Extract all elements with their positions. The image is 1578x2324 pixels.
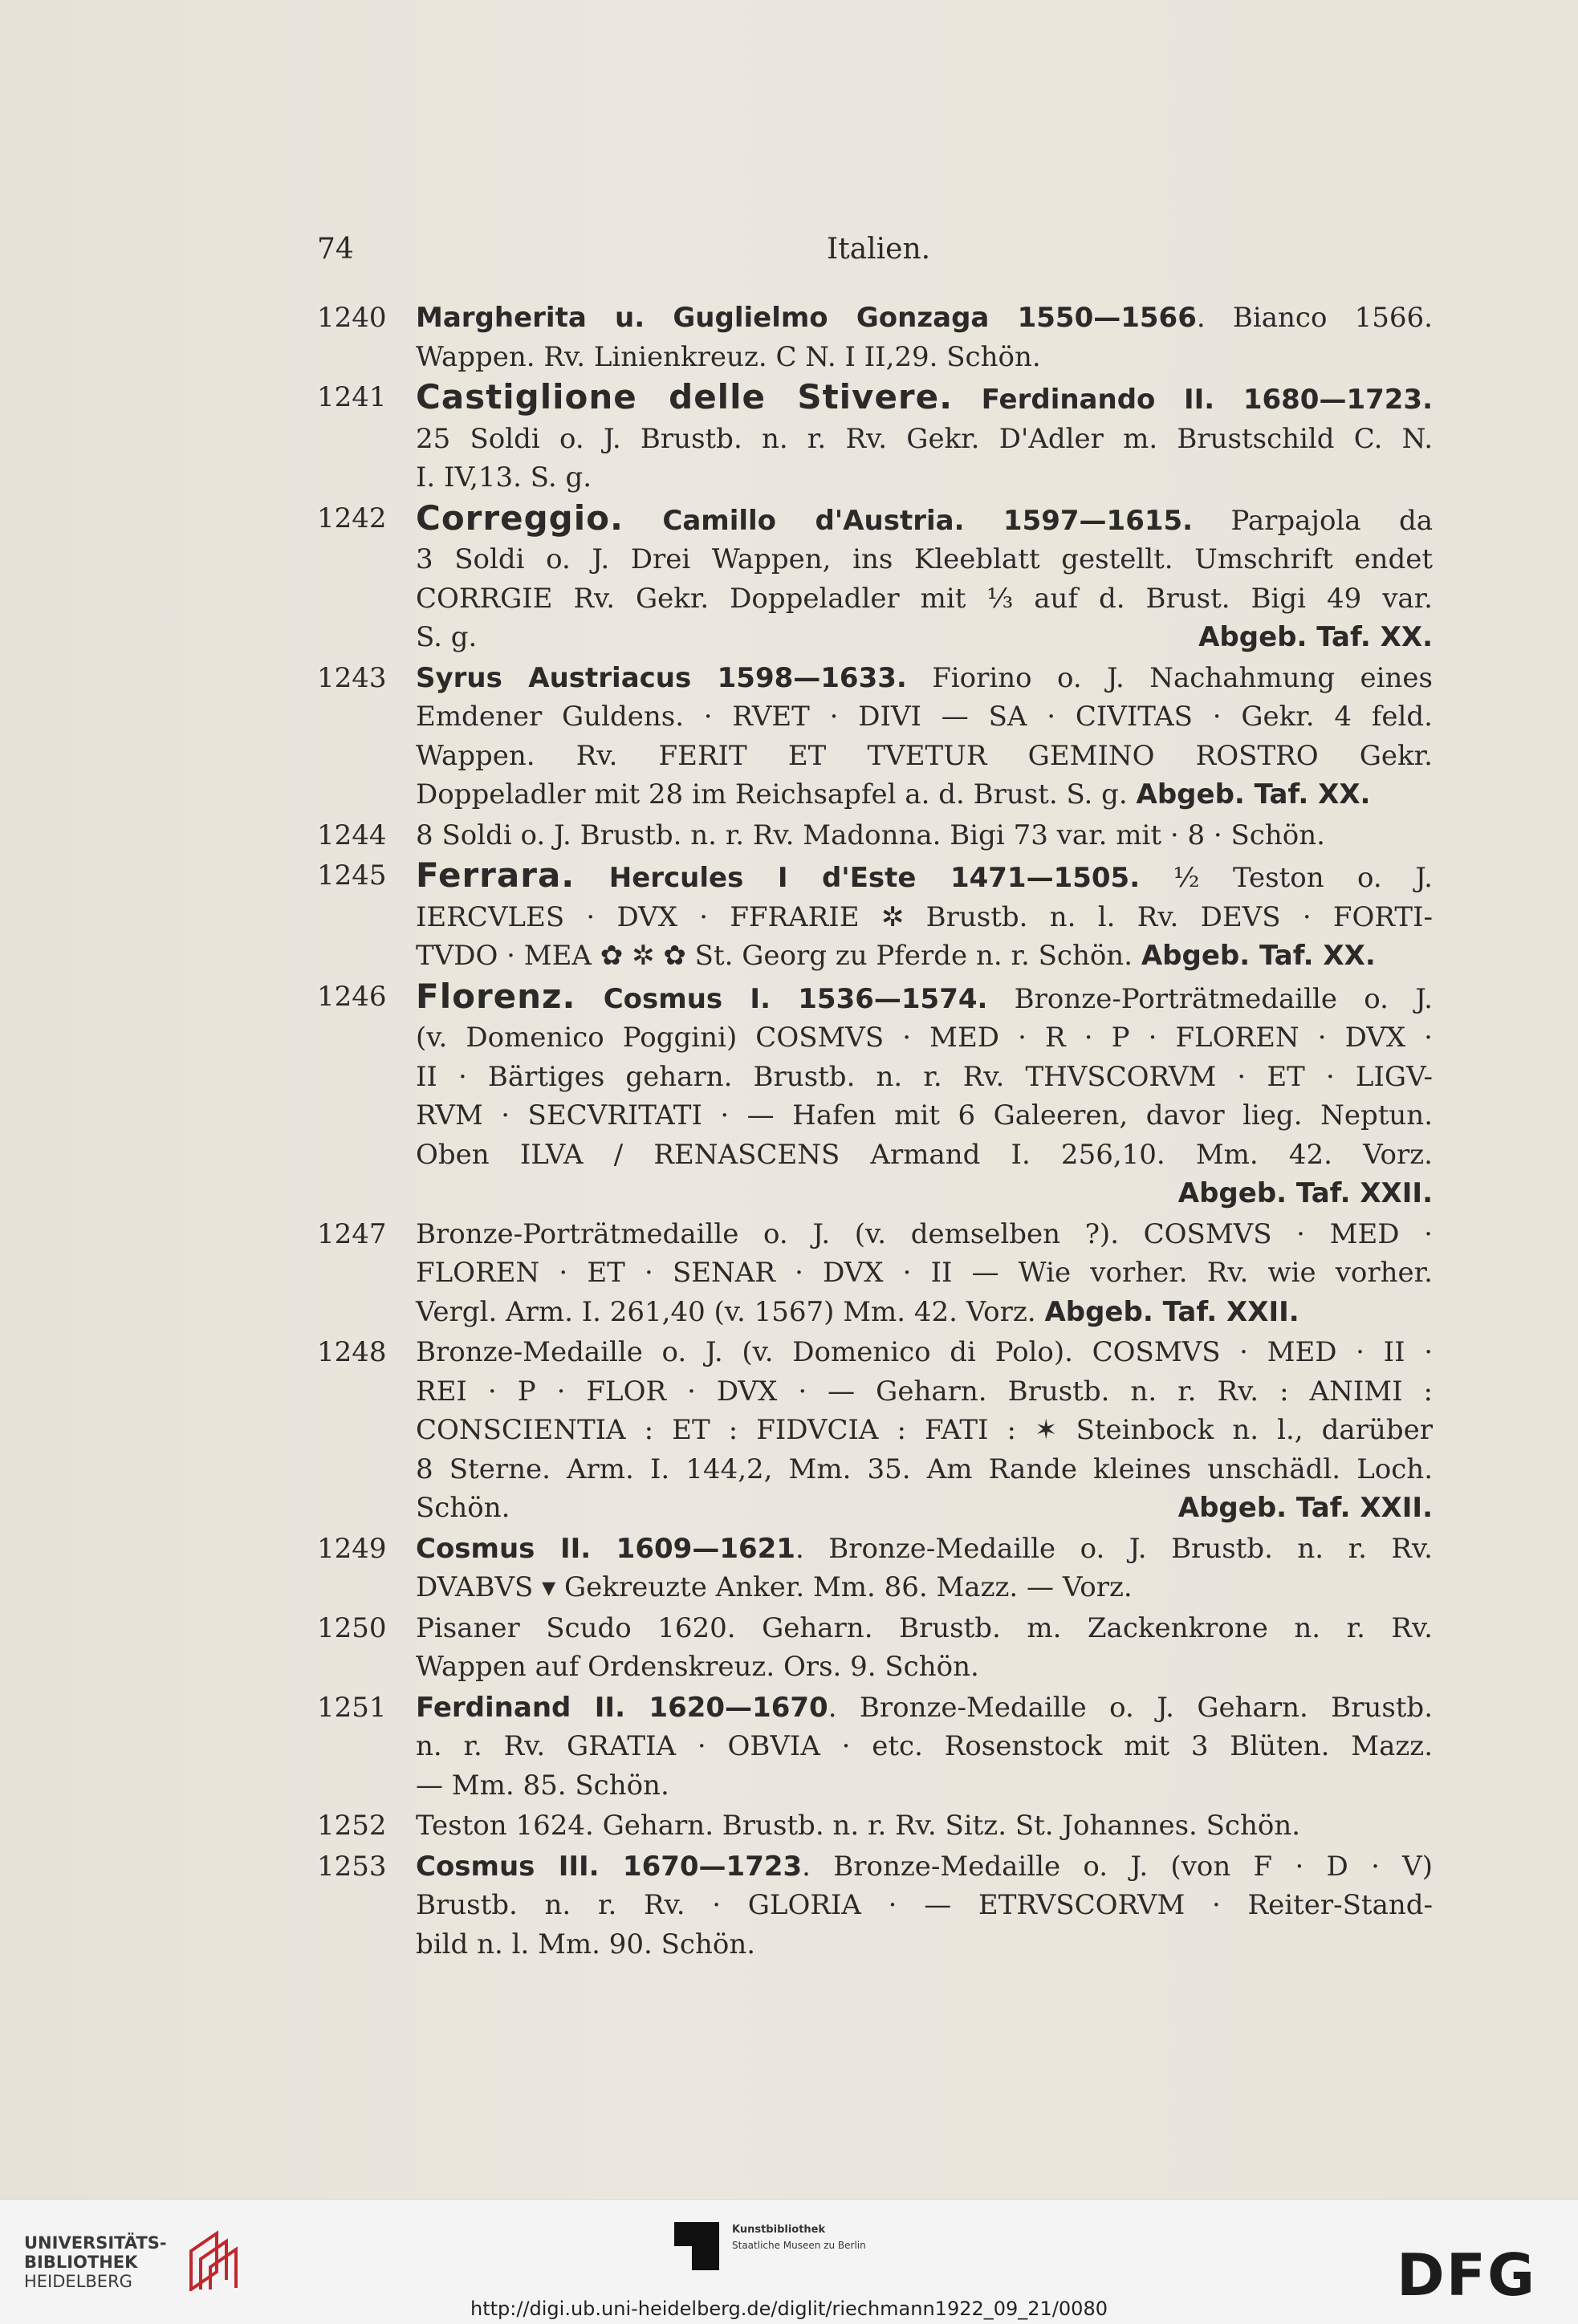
entry-line	[416, 420, 1433, 459]
text-segment: Brustb. n. r. Rv. · GLORIA · — ETRVSCORVM · Reiter-Stand-	[416, 1889, 1433, 1921]
kunstbibliothek-subtitle: Staatliche Museen zu Berlin	[732, 2240, 866, 2251]
text-segment: CONSCIENTIA : ET : FIDVCIA : FATI : ✶ Steinbock n. l., darüber	[416, 1414, 1433, 1446]
bold-segment: Abgeb. Taf. XX.	[1136, 778, 1371, 811]
entry-line	[416, 1648, 1433, 1687]
entry-line	[416, 1766, 1433, 1806]
lot-number: 1253	[317, 1850, 387, 1883]
bold-segment: Syrus Austriacus 1598—1633.	[416, 661, 907, 694]
entry-line	[416, 1489, 1433, 1528]
lot-number: 1245	[317, 859, 387, 892]
bold-segment: Cosmus I. 1536—1574.	[575, 982, 988, 1015]
text-segment: Bronze-Medaille o. J. (v. Domenico di Polo). COSMVS · MED · II ·	[416, 1336, 1433, 1368]
kunstbibliothek-mark-icon	[674, 2222, 719, 2270]
place-heading: Correggio.	[416, 498, 624, 538]
entry-line	[416, 1688, 1433, 1728]
text-segment: Schön.	[416, 1492, 510, 1524]
text-segment: I. IV,13. S. g.	[416, 461, 592, 494]
entry-line	[416, 977, 1433, 1019]
catalogue-entry	[317, 499, 1433, 657]
bold-segment: Margherita u. Guglielmo Gonzaga 1550—1566	[416, 302, 1197, 334]
ub-logo-line2: BIBLIOTHEK	[24, 2253, 138, 2272]
entry-line	[416, 1411, 1433, 1450]
ub-heidelberg-logo[interactable]	[24, 2233, 249, 2306]
lot-number: 1248	[317, 1336, 387, 1368]
bold-segment: Ferdinando II. 1680—1723.	[953, 384, 1433, 416]
bold-segment: Abgeb. Taf. XX.	[1141, 940, 1376, 972]
kunstbibliothek-name: Kunstbibliothek	[732, 2224, 826, 2236]
entry-line	[416, 499, 1433, 541]
entry-line	[416, 579, 1433, 619]
catalogue-entry	[317, 299, 1433, 376]
entry-line	[416, 1727, 1433, 1766]
catalogue-entries	[317, 299, 1433, 1965]
catalogue-entry	[317, 977, 1433, 1213]
entry-line	[416, 898, 1433, 937]
bold-segment: Hercules I d'Este 1471—1505.	[575, 862, 1141, 894]
bold-segment: Abgeb. Taf. XXII.	[1177, 1177, 1433, 1209]
source-url-link[interactable]: http://digi.ub.uni-heidelberg.de/diglit/riechmann1922_09_21/0080	[470, 2298, 1108, 2320]
ub-mark-icon	[185, 2227, 241, 2291]
entry-line	[416, 1293, 1433, 1332]
text-segment: Oben ILVA / RENASCENS Armand I. 256,10. Mm. 42. Vorz.	[416, 1138, 1433, 1171]
lot-number: 1249	[317, 1532, 387, 1565]
text-segment: S. g.	[416, 621, 478, 653]
text-segment: ½ Teston o. J.	[1140, 862, 1433, 894]
entry-line	[416, 1568, 1433, 1607]
text-segment: Emdener Guldens. · RVET · DIVI — SA · CIVITAS · Gekr. 4 feld.	[416, 701, 1433, 733]
lot-number: 1242	[317, 502, 387, 534]
page-number: 74	[317, 233, 354, 266]
text-segment: n. r. Rv. GRATIA · OBVIA · etc. Rosenstock mit 3 Blüten. Mazz.	[416, 1730, 1433, 1762]
text-segment: CORRGIE Rv. Gekr. Doppeladler mit ⅓ auf d. Brust. Bigi 49 var.	[416, 582, 1433, 615]
catalogue-entry	[317, 378, 1433, 498]
kunstbibliothek-logo[interactable]	[674, 2222, 931, 2278]
text-segment: — Mm. 85. Schön.	[416, 1769, 669, 1802]
lot-number: 1244	[317, 819, 387, 851]
lot-number: 1240	[317, 302, 387, 334]
catalogue-entry	[317, 816, 1433, 855]
ub-logo-line1: UNIVERSITÄTS-	[24, 2233, 167, 2253]
text-segment: Fiorino o. J. Nachahmung eines	[906, 661, 1433, 694]
text-segment: Bronze-Porträtmedaille o. J.	[987, 982, 1433, 1015]
entry-line	[416, 1096, 1433, 1136]
place-heading: Castiglione delle Stivere.	[416, 377, 954, 416]
text-segment: IERCVLES · DVX · FFRARIE ✲ Brustb. n. l. Rv. DEVS · FORTI-	[416, 900, 1433, 933]
text-segment: 8 Soldi o. J. Brustb. n. r. Rv. Madonna. Bigi 73 var. mit · 8 · Schön.	[416, 819, 1325, 851]
text-segment: 25 Soldi o. J. Brustb. n. r. Rv. Gekr. D'Adler m. Brustschild C. N.	[416, 422, 1433, 455]
entry-line	[416, 378, 1433, 420]
text-segment: (v. Domenico Poggini) COSMVS · MED · R · P · FLOREN · DVX ·	[416, 1022, 1433, 1054]
entry-line	[416, 1806, 1433, 1846]
entry-line	[416, 1450, 1433, 1489]
catalogue-entry	[317, 659, 1433, 815]
entry-line	[416, 1253, 1433, 1293]
text-segment: Wappen. Rv. FERIT ET TVETUR GEMINO ROSTRO Gekr.	[416, 739, 1433, 772]
text-segment: FLOREN · ET · SENAR · DVX · II — Wie vorher. Rv. wie vorher.	[416, 1257, 1433, 1289]
text-segment: Wappen auf Ordenskreuz. Ors. 9. Schön.	[416, 1651, 979, 1683]
catalogue-entry	[317, 1847, 1433, 1964]
text-segment: . Bronze-Medaille o. J. Brustb. n. r. Rv.	[795, 1532, 1433, 1565]
text-segment: . Bronze-Medaille o. J. Geharn. Brustb.	[828, 1691, 1434, 1724]
entry-line	[416, 816, 1433, 855]
page-header	[0, 233, 1578, 281]
place-heading: Florenz.	[416, 976, 576, 1016]
entry-line	[416, 856, 1433, 898]
text-segment: Wappen. Rv. Linienkreuz. C N. I II,29. Schön.	[416, 340, 1041, 373]
entry-line	[416, 540, 1433, 579]
place-heading: Ferrara.	[416, 855, 575, 895]
text-segment: TVDO · MEA ✿ ✲ ✿ St. Georg zu Pferde n. r. Schön.	[416, 940, 1141, 972]
text-segment: . Bianco 1566.	[1196, 302, 1433, 334]
lot-number: 1251	[317, 1691, 387, 1724]
entry-line	[416, 1925, 1433, 1964]
text-segment: 3 Soldi o. J. Drei Wappen, ins Kleeblatt gestellt. Umschrift endet	[416, 543, 1433, 575]
entry-line	[416, 659, 1433, 698]
entry-line	[416, 1333, 1433, 1372]
entry-line	[416, 737, 1433, 776]
entry-line	[416, 1886, 1433, 1925]
lot-number: 1247	[317, 1217, 387, 1250]
ub-logo-line3: HEIDELBERG	[24, 2272, 132, 2291]
catalogue-entry	[317, 856, 1433, 976]
entry-line	[416, 1058, 1433, 1097]
bold-segment: Abgeb. Taf. XX.	[1198, 621, 1433, 653]
text-segment: Parpajola da	[1193, 504, 1433, 537]
entry-line	[416, 1530, 1433, 1569]
text-segment: DVABVS ▾ Gekreuzte Anker. Mm. 86. Mazz. — Vorz.	[416, 1571, 1133, 1603]
text-segment: Doppeladler mit 28 im Reichsapfel a. d. Brust. S. g.	[416, 778, 1137, 811]
text-segment: 8 Sterne. Arm. I. 144,2, Mm. 35. Am Rande kleines unschädl. Loch.	[416, 1452, 1433, 1485]
bold-segment: Abgeb. Taf. XXII.	[1044, 1295, 1299, 1328]
entry-line	[416, 1174, 1433, 1213]
entry-line	[416, 1609, 1433, 1648]
text-segment: Pisaner Scudo 1620. Geharn. Brustb. m. Zackenkrone n. r. Rv.	[416, 1611, 1433, 1644]
text-segment: Teston 1624. Geharn. Brustb. n. r. Rv. Sitz. St. Johannes. Schön.	[416, 1810, 1301, 1842]
text-segment: Bronze-Porträtmedaille o. J. (v. demselben ?). COSMVS · MED ·	[416, 1217, 1433, 1250]
text-segment: RVM · SECVRITATI · — Hafen mit 6 Galeeren, davor lieg. Neptun.	[416, 1099, 1433, 1132]
lot-number: 1241	[317, 381, 387, 413]
viewer-footer	[0, 2199, 1578, 2324]
entry-line	[416, 937, 1433, 976]
entry-line	[416, 338, 1433, 377]
entry-line	[416, 618, 1433, 657]
entry-line	[416, 1847, 1433, 1887]
bold-segment: Cosmus II. 1609—1621	[416, 1532, 795, 1565]
text-segment: . Bronze-Medaille o. J. (von F · D · V)	[802, 1850, 1433, 1883]
entry-line	[416, 1136, 1433, 1175]
entry-line	[416, 1018, 1433, 1058]
catalogue-entry	[317, 1530, 1433, 1607]
lot-number: 1252	[317, 1810, 387, 1842]
entry-line	[416, 458, 1433, 498]
catalogue-entry	[317, 1688, 1433, 1806]
entry-line	[416, 299, 1433, 338]
entry-line	[416, 775, 1433, 815]
catalogue-entry	[317, 1333, 1433, 1528]
lot-number: 1246	[317, 980, 387, 1013]
catalogue-entry	[317, 1609, 1433, 1687]
catalogue-entry	[317, 1806, 1433, 1846]
bold-segment: Cosmus III. 1670—1723	[416, 1850, 803, 1883]
bold-segment: Abgeb. Taf. XXII.	[1177, 1492, 1433, 1524]
lot-number: 1250	[317, 1611, 387, 1644]
running-title: Italien.	[827, 233, 931, 266]
lot-number: 1243	[317, 661, 387, 694]
text-segment: Vergl. Arm. I. 261,40 (v. 1567) Mm. 42. Vorz.	[416, 1295, 1045, 1328]
bold-segment: Camillo d'Austria. 1597—1615.	[623, 504, 1194, 537]
bold-segment: Ferdinand II. 1620—1670	[416, 1691, 828, 1724]
entry-line	[416, 1372, 1433, 1412]
text-segment: II · Bärtiges geharn. Brustb. n. r. Rv. THVSCORVM · ET · LIGV-	[416, 1060, 1433, 1093]
entry-line	[416, 697, 1433, 737]
text-segment: REI · P · FLOR · DVX · — Geharn. Brustb. n. r. Rv. : ANIMI :	[416, 1375, 1433, 1408]
entry-line	[416, 1215, 1433, 1254]
text-segment: bild n. l. Mm. 90. Schön.	[416, 1928, 756, 1960]
catalogue-entry	[317, 1215, 1433, 1332]
dfg-logo[interactable]: DFG	[1397, 2241, 1537, 2309]
